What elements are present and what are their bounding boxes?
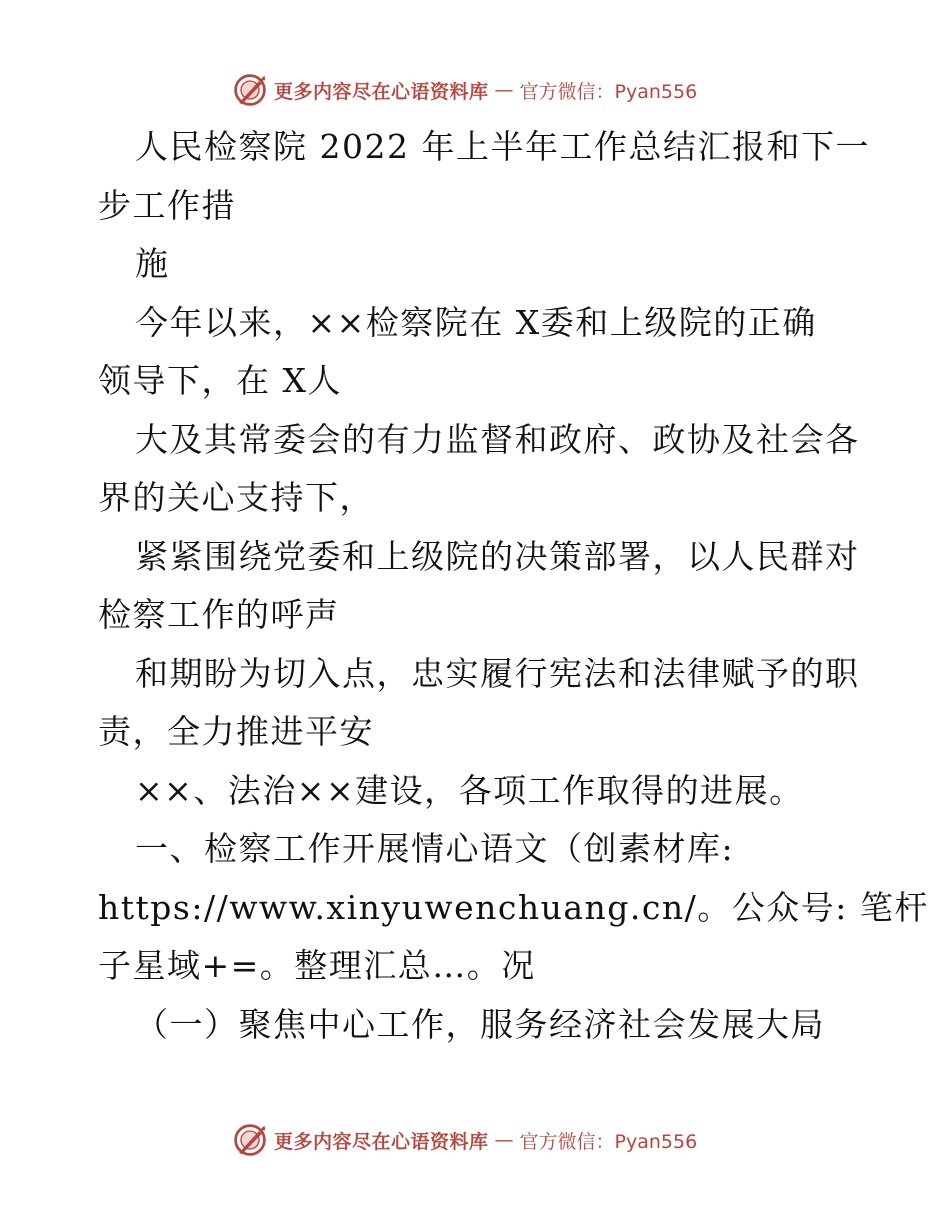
title-line-3: 施 <box>135 244 170 283</box>
header-watermark <box>232 70 697 110</box>
title-line-1: 人民检察院 2022 年上半年工作总结汇报和下一 <box>135 127 870 166</box>
paragraph-line: 今年以来，××检察院在 X委和上级院的正确 <box>135 302 817 342</box>
paragraph-line: 界的关心支持下， <box>98 478 374 517</box>
paragraph-line: 紧紧围绕党委和上级院的决策部署，以人民群对 <box>135 536 860 576</box>
paragraph-line: 和期盼为切入点，忠实履行宪法和法律赋予的职 <box>135 653 860 693</box>
watermark-site-text: 更多内容尽在心语资料库 <box>274 1130 489 1153</box>
quill-seal-icon <box>232 72 268 108</box>
paragraph-line: 领导下，在 X人 <box>98 361 342 400</box>
paragraph-line: 大及其常委会的有力监督和政府、政协及社会各 <box>135 419 860 459</box>
watermark-site-text: 更多内容尽在心语资料库 <box>274 80 489 103</box>
watermark-wechat-text: 官方微信：Pyan556 <box>519 1130 698 1153</box>
watermark-wechat-text: 官方微信：Pyan556 <box>519 80 698 103</box>
title-line-2: 步工作措 <box>98 185 236 225</box>
section-heading-line: 子星域+=。整理汇总…。况 <box>98 946 536 985</box>
document-body <box>98 118 929 1054</box>
paragraph-line: 责，全力推进平安 <box>98 712 374 751</box>
subsection-heading: （一）聚焦中心工作，服务经济社会发展大局 <box>135 1004 825 1044</box>
paragraph-line: ××、法治××建设，各项工作取得的进展。 <box>135 770 804 810</box>
quill-seal-icon <box>232 1122 268 1158</box>
section-heading-line: 一、检察工作开展情心语文（创素材库: <box>135 829 735 868</box>
paragraph-line: 检察工作的呼声 <box>98 595 340 634</box>
section-heading-line: https://www.xinyuwenchuang.cn/。公众号: 笔杆 <box>98 887 929 927</box>
footer-watermark <box>232 1120 697 1160</box>
watermark-separator: — <box>494 79 514 101</box>
watermark-separator: — <box>494 1129 514 1151</box>
